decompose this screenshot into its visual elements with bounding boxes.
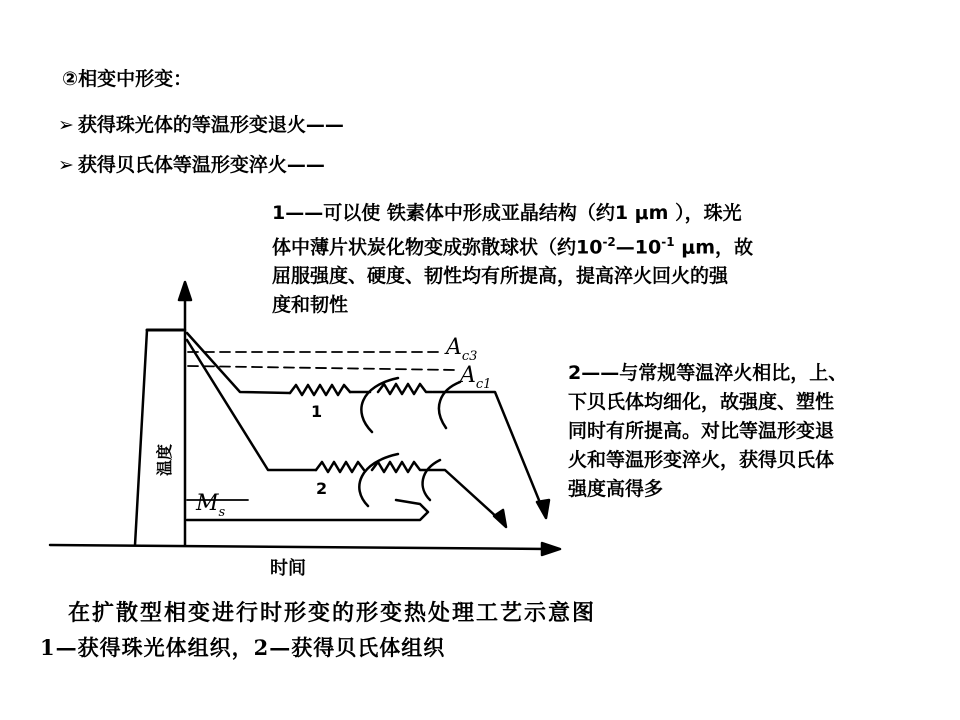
bullet-text: 获得贝氏体等温形变淬火—— — [77, 154, 325, 176]
curve-2-cooling — [187, 340, 316, 470]
curve-1-hold2 — [378, 384, 432, 394]
note1-line2: 体中薄片状炭化物变成弥散球状（约$10^{-2}—10^{-1}$ μm，故 — [272, 235, 753, 259]
note2-line5: 强度高得多 — [568, 478, 664, 500]
curve-2-end-curve — [423, 460, 440, 500]
curve-1-final — [433, 392, 543, 510]
ac1-label: $A_{c1}$ — [460, 363, 492, 392]
curve-1-label: 1 — [311, 402, 323, 421]
curve-1-start-curve — [361, 378, 398, 432]
note1-line1: 1——可以使 铁素体中形成亚晶结构（约1 μm ），珠光 — [272, 202, 742, 224]
curve-1-end-curve — [439, 382, 460, 428]
curve-1-arrow-icon — [537, 500, 549, 518]
x-axis — [50, 545, 548, 549]
y-axis-arrow-icon — [179, 282, 191, 300]
arrow-bullet-icon: ➢ — [58, 114, 74, 136]
note2-line3: 同时有所提高。对比等温形变退 — [568, 420, 835, 442]
curve-2-hold — [372, 462, 500, 520]
heating-ramp — [135, 330, 185, 545]
ac3-label: $A_{c3}$ — [446, 335, 478, 364]
note1-line4: 度和韧性 — [272, 294, 349, 317]
ms-label: $M_s$ — [196, 491, 226, 520]
note2-line2: 下贝氏体均细化，故强度、塑性 — [568, 391, 835, 413]
y-axis-label: 温度 — [155, 443, 174, 476]
curve-2-deformation — [316, 462, 364, 472]
curve-2-label: 2 — [316, 479, 328, 498]
section-heading: ②相变中形变： — [62, 68, 193, 90]
x-axis-label: 时间 — [270, 558, 306, 579]
note2-line4: 火和等温形变淬火，获得贝氏体 — [568, 449, 835, 471]
note1-line3: 屈服强度、硬度、韧性均有所提高，提高淬火回火的强 — [272, 265, 729, 288]
figure-legend: 1—获得珠光体组织，2—获得贝氏体组织 — [40, 635, 446, 660]
x-axis-arrow-icon — [542, 543, 560, 555]
curve-2-arrow-icon — [494, 510, 506, 527]
arrow-bullet-icon: ➢ — [58, 154, 74, 176]
figure-caption: 在扩散型相变进行时形变的形变热处理工艺示意图 — [68, 600, 597, 626]
curve-1-deformation — [290, 385, 350, 395]
note2-line1: 2——与常规等温淬火相比，上、 — [568, 362, 848, 384]
ac1-line — [188, 366, 455, 370]
bullet-text: 获得珠光体的等温形变退火—— — [77, 114, 344, 136]
